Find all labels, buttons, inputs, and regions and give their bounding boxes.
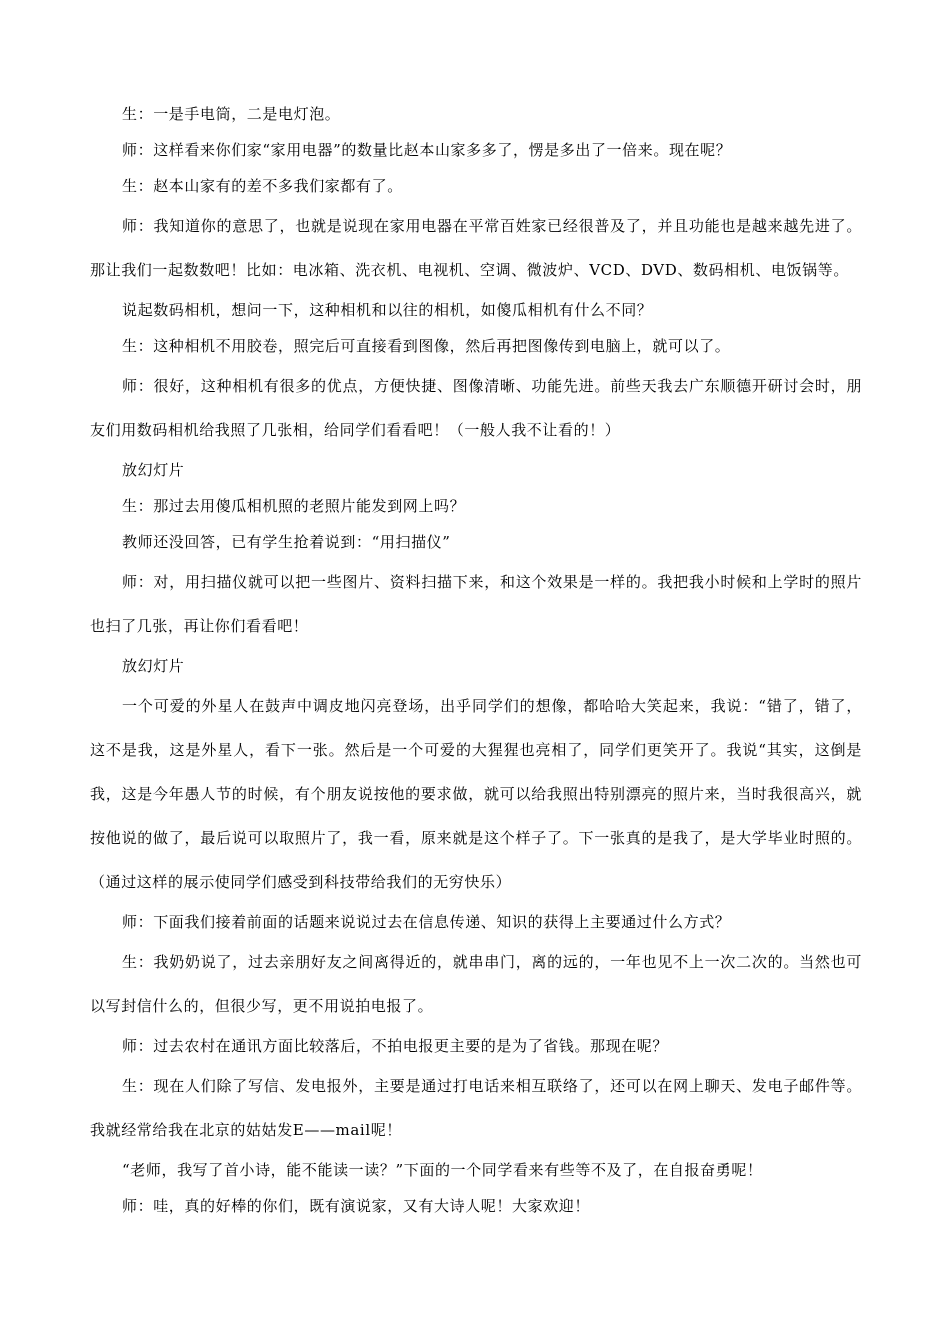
paragraph-12: 放幻灯片 [122,657,185,675]
paragraph-2: 师：这样看来你们家“家用电器”的数量比赵本山家多多了，愣是多出了一倍来。现在呢？ [122,141,732,159]
paragraph-6: 生：这种相机不用胶卷，照完后可直接看到图像，然后再把图像传到电脑上，就可以了。 [122,337,731,355]
paragraph-14: 师：下面我们接着前面的话题来说说过去在信息传递、知识的获得上主要通过什么方式？ [122,913,731,931]
paragraph-13: 一个可爱的外星人在鼓声中调皮地闪亮登场，出乎同学们的想像，都哈哈大笑起来，我说：“错了，错了，这不是我，这是外星人，看下一张。然后是一个可爱的大猩猩也亮相了，同学们更笑开了。我说“其实，这倒是我，这是今年愚人节的时候，有个朋友说按他的要求做，就可以给我照出特别漂亮的照片来，当时我很高兴，就按他说的做了，最后说可以取照片了，我一看，原来就是这个样子了。下一张真的是我了，是大学毕业时照的。（通过这样的展示使同学们感受到科技带给我们的无穷快乐） [90,697,862,891]
paragraph-9: 生：那过去用傻瓜相机照的老照片能发到网上吗？ [122,497,466,515]
paragraph-11: 师：对，用扫描仪就可以把一些图片、资料扫描下来，和这个效果是一样的。我把我小时候和上学时的照片也扫了几张，再让你们看看吧！ [90,573,862,635]
paragraph-5: 说起数码相机，想问一下，这种相机和以往的相机，如傻瓜相机有什么不同？ [122,301,653,319]
paragraph-16: 师：过去农村在通讯方面比较落后，不拍电报更主要的是为了省钱。那现在呢？ [122,1037,669,1055]
paragraph-1: 生：一是手电筒，二是电灯泡。 [122,105,341,123]
paragraph-19: 师：哇，真的好棒的你们，既有演说家，又有大诗人呢！大家欢迎！ [122,1197,591,1215]
paragraph-8: 放幻灯片 [122,461,185,479]
paragraph-17: 生：现在人们除了写信、发电报外，主要是通过打电话来相互联络了，还可以在网上聊天、发电子邮件等。我就经常给我在北京的姑姑发E——mail呢！ [90,1077,862,1139]
document-body [90,96,862,1224]
paragraph-4: 师：我知道你的意思了，也就是说现在家用电器在平常百姓家已经很普及了，并且功能也是越来越先进了。那让我们一起数数吧！比如：电冰箱、洗衣机、电视机、空调、微波炉、VCD、DVD、数码相机、电饭锅等。 [90,217,862,279]
paragraph-3: 生：赵本山家有的差不多我们家都有了。 [122,177,403,195]
paragraph-7: 师：很好，这种相机有很多的优点，方便快捷、图像清晰、功能先进。前些天我去广东顺德开研讨会时，朋友们用数码相机给我照了几张相，给同学们看看吧！（一般人我不让看的！） [90,377,862,439]
paragraph-10: 教师还没回答，已有学生抢着说到：“用扫描仪” [122,533,451,551]
paragraph-15: 生：我奶奶说了，过去亲朋好友之间离得近的，就串串门，离的远的，一年也见不上一次二次的。当然也可以写封信什么的，但很少写，更不用说拍电报了。 [90,953,862,1015]
paragraph-18: “老师，我写了首小诗，能不能读一读？”下面的一个同学看来有些等不及了，在自报奋勇呢！ [122,1161,763,1179]
